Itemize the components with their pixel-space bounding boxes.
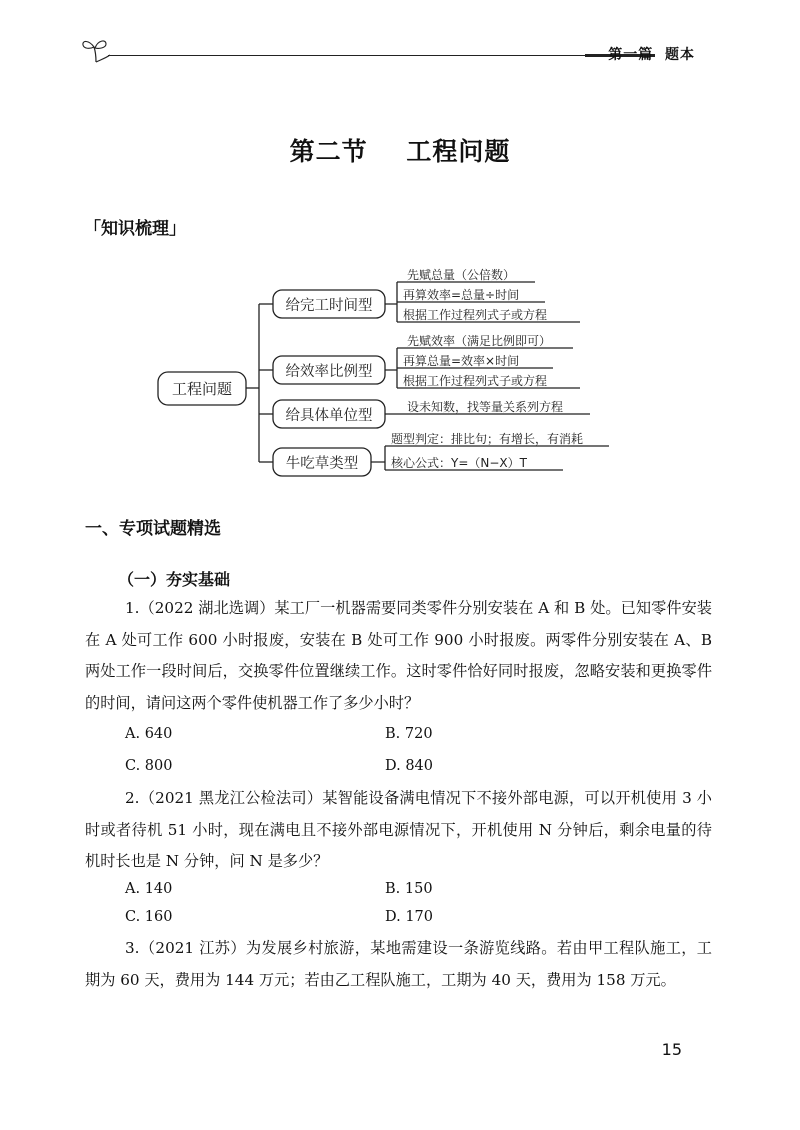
question-1-option-a: A. 640 bbox=[125, 726, 173, 742]
header-section-label: 第一篇 题本 bbox=[608, 47, 695, 63]
mindmap-leaf-label: 先赋效率（满足比例即可） bbox=[407, 334, 552, 348]
question-3-text: 3.（2021 江苏）为发展乡村旅游，某地需建设一条游览线路。若由甲工程队施工，工期为 60 天，费用为 144 万元；若由乙工程队施工，工期为 40 天，费用为 158 万元。 bbox=[85, 939, 712, 989]
question-2-text: 2.（2021 黑龙江公检法司）某智能设备满电情况下不接外部电源，可以开机使用 3 小时或者待机 51 小时，现在满电且不接外部电源情况下，开机使用 N 分钟后，剩余电量的待机时长也是 N 分钟，问 N 是多少？ bbox=[85, 789, 712, 870]
knowledge-tag: 「知识梳理」 bbox=[84, 219, 186, 239]
question-1-option-b: B. 720 bbox=[385, 726, 433, 742]
mindmap-root-label: 工程问题 bbox=[171, 380, 233, 398]
question-2-option-b: B. 150 bbox=[385, 881, 433, 897]
mindmap-leaf-label: 核心公式：Y=（N−X）T bbox=[391, 456, 527, 470]
question-2-option-c: C. 160 bbox=[125, 909, 173, 925]
mindmap-diagram bbox=[155, 258, 615, 493]
mindmap-branch-label: 给完工时间型 bbox=[285, 298, 373, 314]
mindmap-leaf-label: 题型判定：排比句；有增长，有消耗 bbox=[391, 432, 584, 446]
header-rule bbox=[108, 55, 653, 56]
mindmap-branch-label: 给具体单位型 bbox=[285, 408, 373, 424]
page-number: 15 bbox=[661, 1040, 682, 1059]
mindmap-leaf-label: 设未知数，找等量关系列方程 bbox=[407, 400, 564, 414]
mindmap-branch-label: 给效率比例型 bbox=[285, 364, 373, 380]
chapter-title: 第二节 工程问题 bbox=[289, 137, 511, 166]
sprout-icon bbox=[80, 36, 114, 66]
mindmap-leaf-label: 根据工作过程列式子或方程 bbox=[403, 374, 548, 388]
mindmap-leaf-label: 根据工作过程列式子或方程 bbox=[403, 308, 548, 322]
question-2-option-d: D. 170 bbox=[385, 909, 434, 925]
subsection-heading: （一）夯实基础 bbox=[118, 570, 231, 589]
question-1-option-c: C. 800 bbox=[125, 758, 173, 774]
mindmap-leaf-label: 再算效率=总量÷时间 bbox=[403, 288, 520, 302]
section-heading: 一、专项试题精选 bbox=[85, 519, 221, 539]
question-1-option-d: D. 840 bbox=[385, 758, 434, 774]
mindmap-branch-label: 牛吃草类型 bbox=[285, 456, 359, 472]
question-1-text: 1.（2022 湖北选调）某工厂一机器需要同类零件分别安装在 A 和 B 处。已知零件安装在 A 处可工作 600 小时报废，安装在 B 处可工作 900 小时报废。两零件分别安装在 A、B 两处工作一段时间后，交换零件位置继续工作。这时零件恰好同时报废，忽略安装和更换零件的时间，请问这两个零件使机器工作了多少小时？ bbox=[85, 599, 712, 712]
mindmap-leaf-label: 再算总量=效率×时间 bbox=[403, 354, 520, 368]
question-2-option-a: A. 140 bbox=[125, 881, 173, 897]
running-header bbox=[80, 36, 695, 66]
mindmap-leaf-label: 先赋总量（公倍数） bbox=[407, 268, 516, 282]
